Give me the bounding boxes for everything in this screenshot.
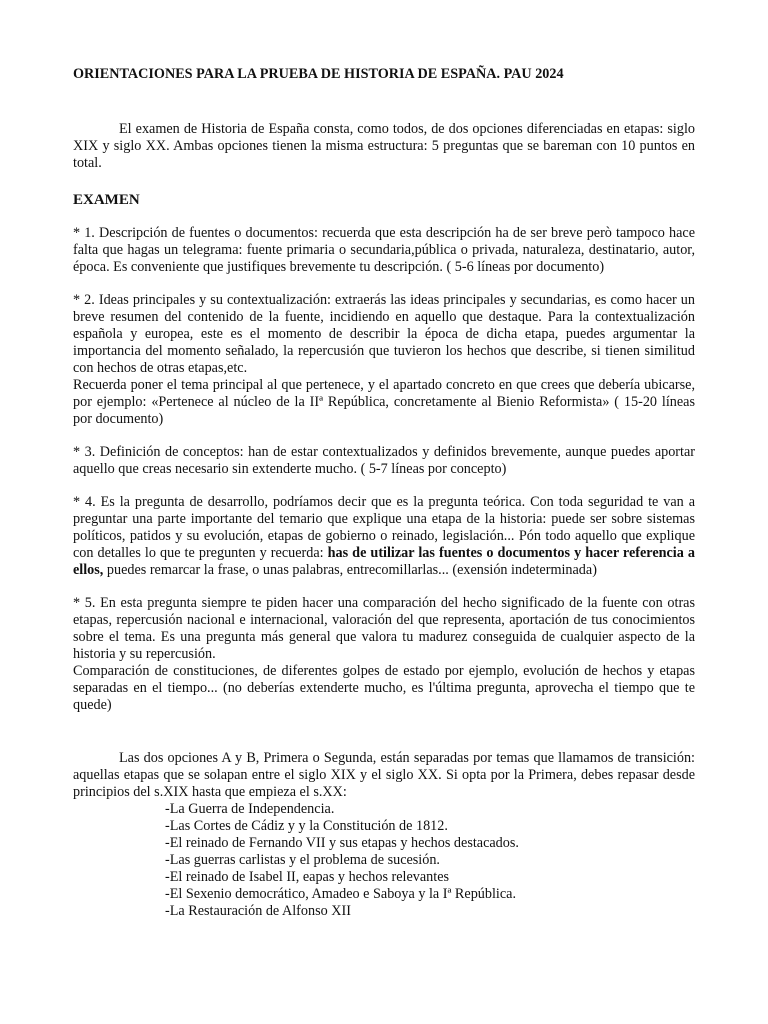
topic-item: -Las Cortes de Cádiz y y la Constitución de 1812. [165, 818, 448, 834]
question-4-bold-emphasis: has de utilizar las fuentes o documentos y hacer referencia a ellos, [73, 545, 695, 578]
section-heading-examen: EXAMEN [73, 192, 140, 208]
question-4-text-start: * 4. Es la pregunta de desarrollo, podríamos decir que es la pregunta teórica. Con toda seguridad te van a preguntar una parte importante del temario que explique una etapa de la historia: puede ser sobre sistemas políticos, patidos y su evolución, etapas de gobierno o reinado, legislación... Pón todo aquello que explique con detalles lo que te pregunten y recuerda: [73, 494, 695, 561]
topics-list [73, 801, 695, 920]
topic-item: -La Restauración de Alfonso XII [165, 903, 351, 919]
question-3-paragraph: * 3. Definición de conceptos: han de estar contextualizados y definidos brevemente, aunque puedes aportar aquello que creas necesario sin extenderte mucho. ( 5-7 líneas por concepto) [73, 444, 695, 477]
document-title: ORIENTACIONES PARA LA PRUEBA DE HISTORIA DE ESPAÑA. PAU 2024 [73, 66, 564, 82]
question-4-text-end: puedes remarcar la frase, o unas palabras, entrecomillarlas... (exensión indeterminada) [103, 562, 597, 578]
topic-item: -El reinado de Isabel II, eapas y hechos relevantes [165, 869, 450, 885]
question-2-paragraph: * 2. Ideas principales y su contextualización: extraerás las ideas principales y secundarias, es como hacer un breve resumen del contenido de la fuente, incidiendo en aquello que destaque. Para la contextualización española y europea, este es el momento de describir la época de dicha etapa, puedes argumentar la importancia del momento señalado, la repercusión que tuvieron los hechos que describe, si tienen similitud con hechos de otras etapas,etc. [73, 292, 695, 376]
question-4-paragraph [73, 494, 695, 579]
question-5-continuation: Comparación de constituciones, de diferentes golpes de estado por ejemplo, evolución de hechos y etapas separadas en el tiempo... (no deberías extenderte mucho, es l'última pregunta, aprovecha el tiempo que te quede) [73, 663, 695, 713]
topic-item: -El Sexenio democrático, Amadeo e Saboya y la Iª República. [165, 886, 517, 902]
question-2-continuation: Recuerda poner el tema principal al que pertenece, y el apartado concreto en que crees que debería ubicarse, por ejemplo: «Pertenece al núcleo de la IIª República, concretamente al Bienio Reformista» ( 15-20 líneas por documento) [73, 377, 695, 427]
topic-item: -El reinado de Fernando VII y sus etapas y hechos destacados. [165, 835, 519, 851]
options-paragraph: Las dos opciones A y B, Primera o Segunda, están separadas por temas que llamamos de transición: aquellas etapas que se solapan entre el siglo XIX y el siglo XX. Si opta por la Primera, debes repasar desde principios del s.XIX hasta que empieza el s.XX: [73, 750, 695, 800]
document-page [73, 66, 695, 920]
topic-item: -Las guerras carlistas y el problema de sucesión. [165, 852, 440, 868]
topic-item: -La Guerra de Independencia. [165, 801, 335, 817]
question-5-paragraph: * 5. En esta pregunta siempre te piden hacer una comparación del hecho significado de la fuente con otras etapas, repercusión nacional e internacional, valoración del que representa, aportación de tus conocimientos sobre el tema. Es una pregunta más general que valora tu madurez conseguida de cualquier aspecto de la historia y su repercusión. [73, 595, 695, 662]
question-1-paragraph: * 1. Descripción de fuentes o documentos: recuerda que esta descripción ha de ser breve però tampoco hace falta que hagas un telegrama: fuente primaria o secundaria,pública o privada, naturaleza, destinatario, autor, época. Es conveniente que justifiques brevemente tu descripción. ( 5-6 líneas por documento) [73, 225, 695, 275]
intro-paragraph: El examen de Historia de España consta, como todos, de dos opciones diferenciadas en etapas: siglo XIX y siglo XX. Ambas opciones tienen la misma estructura: 5 preguntas que se bareman con 10 puntos en total. [73, 121, 695, 171]
